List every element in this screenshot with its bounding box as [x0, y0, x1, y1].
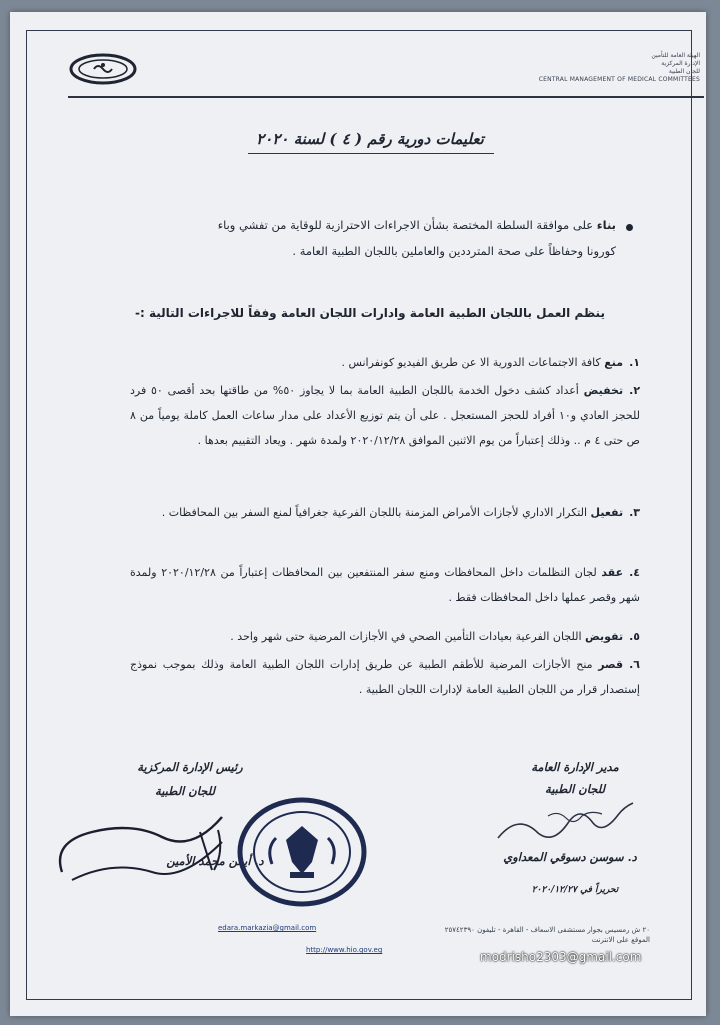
item-text: منح الأجازات المرضية للأطقم الطبية عن طريق إدارات اللجان الطبية العامة وذلك بموجب نموذج إستصدار قرار من اللجان الطبية العامة لإدارات اللجان الطبية .	[130, 658, 640, 696]
item-number: ٥.	[629, 630, 640, 643]
item-number: ٣.	[629, 506, 640, 519]
signature-name-right: د. سوسن دسوقي المعداوي	[503, 850, 637, 864]
item-lead: منع	[604, 356, 624, 369]
item-lead: تفويض	[585, 630, 624, 643]
intro-lead: بناء	[596, 218, 616, 232]
issue-date: تحريراً في ٢٠٢٠/١٢/٢٧	[531, 885, 619, 895]
intro-paragraph	[106, 212, 616, 264]
footer-site-label: الموقع على الانترنت	[591, 936, 650, 944]
item-number: ٢.	[629, 384, 641, 397]
signature-subtitle-left: للجان الطبية	[155, 784, 215, 798]
list-item	[130, 624, 640, 649]
subheading: ينظم العمل باللجان الطبية العامة وادارات اللجان العامة وفقاً للاجراءات التالية :-	[135, 306, 605, 320]
header-rule	[68, 96, 704, 98]
official-stamp	[232, 792, 372, 912]
org-line: للجان الطبية	[668, 68, 700, 75]
list-item	[130, 560, 640, 610]
handwritten-signature-right	[488, 798, 638, 848]
list-item	[130, 350, 640, 375]
intro-line-1: على موافقة السلطة المختصة بشأن الاجراءات الاحترازية للوقاية من تفشي وباء	[217, 218, 594, 232]
org-line: الإدارة المركزية	[661, 60, 700, 67]
item-number: ٤.	[629, 566, 641, 579]
document-title: تعليمات دورية رقم ( ٤ ) لسنة ٢٠٢٠	[256, 130, 484, 148]
item-lead: قصر	[598, 658, 624, 671]
watermark: modrisho2303@gmail.com	[480, 950, 642, 964]
item-text: كافة الاجتماعات الدورية الا عن طريق الفيديو كونفرانس .	[341, 356, 601, 369]
item-text: لجان التظلمات داخل المحافظات ومنع سفر المنتفعين بين المحافظات إعتباراً من ٢٠٢٠/١٢/٢٨ ولمدة شهر وقصر عملها داخل المحافظات فقط .	[130, 566, 640, 604]
bullet-icon	[626, 224, 633, 231]
org-name-english: CENTRAL MANAGEMENT OF MEDICAL COMMITTEES	[538, 76, 700, 83]
item-lead: تخفيض	[583, 384, 624, 397]
item-text: التكرار الاداري لأجازات الأمراض المزمنة باللجان الفرعية جغرافياً لمنع السفر بين المحافظات .	[161, 506, 588, 519]
signature-subtitle-right: للجان الطبية	[545, 782, 605, 796]
org-line: الهيئة العامة للتأمين	[651, 52, 700, 59]
title-underline	[248, 153, 494, 154]
list-item	[130, 652, 640, 702]
item-text: اللجان الفرعية بعيادات التأمين الصحي في الأجازات المرضية حتى شهر واحد .	[230, 630, 582, 643]
list-item	[130, 500, 640, 525]
item-text: أعداد كشف دخول الخدمة باللجان الطبية العامة بما لا يجاوز ٥٠% من طاقتها بحد أقصى ٥٠ فرد للحجز العادي و١٠ أفراد للحجز المستعجل . على أن يتم توزيع الأعداد على مدار ساعات العمل كاملة يومياً من ٨ ص حتى ٤ م .. وذلك إعتباراً من يوم الاثنين الموافق ٢٠٢٠/١٢/٢٨ ولمدة شهر . ويعاد التقييم بعدها .	[130, 384, 640, 447]
signature-title-left: رئيس الإدارة المركزية	[137, 760, 243, 774]
header-organization	[410, 52, 700, 84]
list-item	[130, 378, 640, 453]
signature-title-right: مدير الإدارة العامة	[531, 760, 619, 774]
item-number: ١.	[629, 356, 640, 369]
intro-line-2: كورونا وحفاظاً على صحة المترددين والعاملين باللجان الطبية العامة .	[292, 244, 616, 258]
footer-address: ٢٠ ش رمسيس بجوار مستشفى الاسعاف - القاهرة - تليفون ٢٥٧٤٢٣٩٠	[444, 926, 650, 934]
footer-email: edara.markazia@gmail.com	[218, 924, 317, 932]
organization-logo	[68, 52, 138, 86]
item-lead: تفعيل	[590, 506, 624, 519]
item-number: ٦.	[629, 658, 641, 671]
document-sheet	[10, 12, 706, 1016]
footer-site-url: http://www.hio.gov.eg	[306, 946, 383, 954]
item-lead: عقد	[601, 566, 624, 579]
signature-name-left: د. أيمن محمد الأمين	[166, 854, 264, 868]
